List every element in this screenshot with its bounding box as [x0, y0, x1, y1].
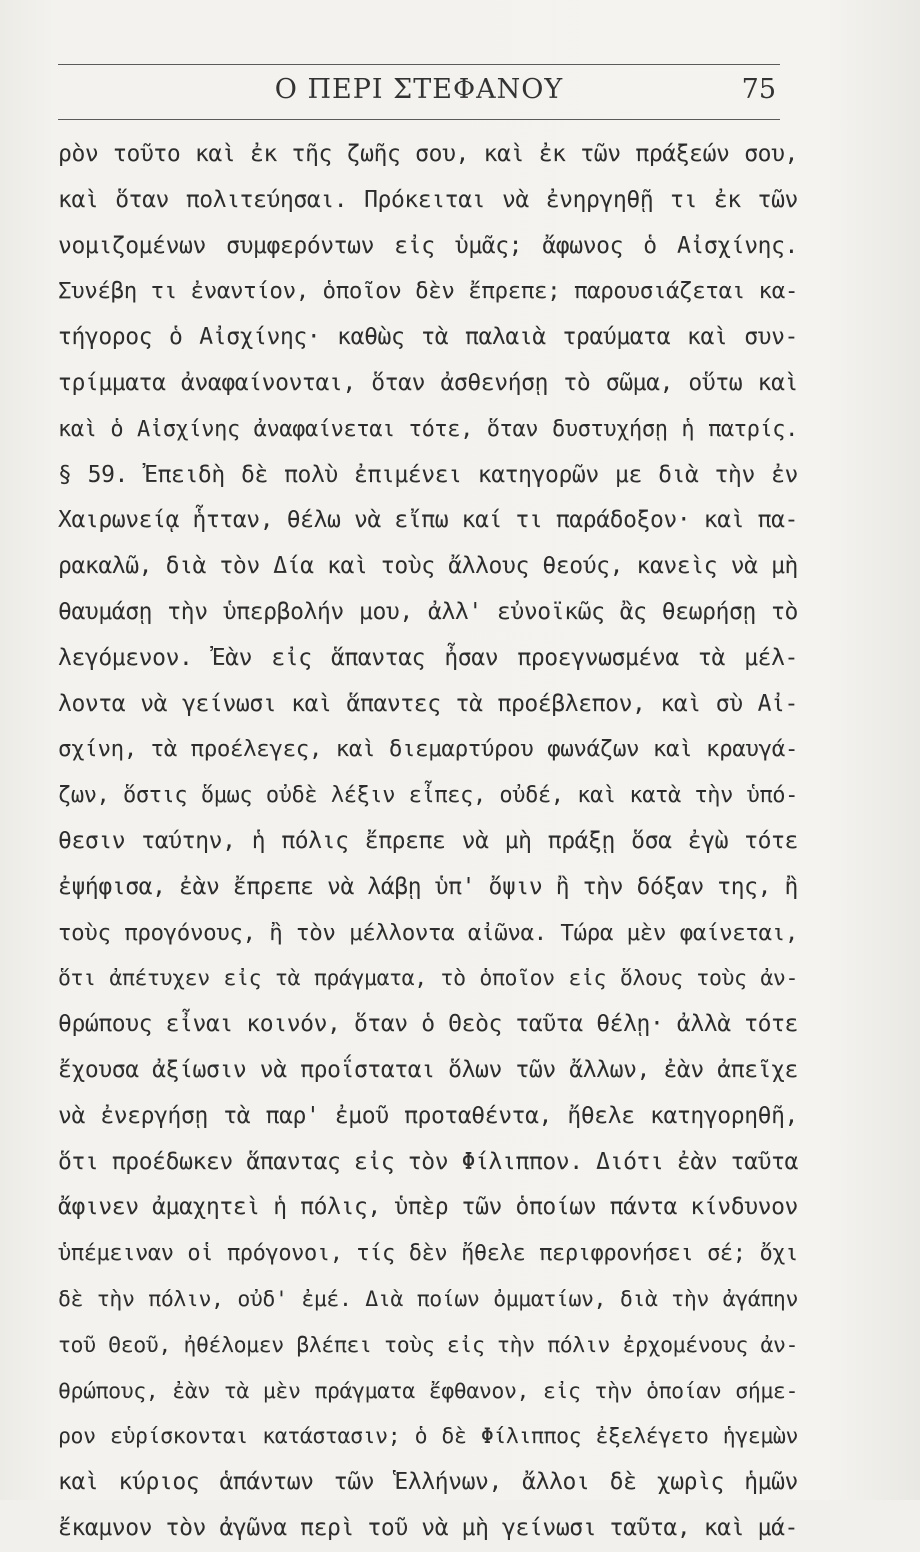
page-number: 75	[741, 74, 776, 105]
text-line: Χαιρωνείᾳ ἧτταν, θέλω νὰ εἴπω καί τι παράδοξον· καὶ πα-	[58, 507, 798, 534]
text-line: ὑπέμειναν οἱ πρόγονοι, τίς δὲν ἤθελε περιφρονήσει σέ; ὄχι	[58, 1241, 798, 1267]
text-line: λοντα νὰ γείνωσι καὶ ἅπαντες τὰ προέβλεπον, καὶ σὺ Αἰ-	[58, 690, 798, 717]
text-line: ρακαλῶ, διὰ τὸν Δία καὶ τοὺς ἄλλους θεούς, κανεὶς νὰ μὴ	[58, 553, 798, 580]
text-line: θρώπους εἶναι κοινόν, ὅταν ὁ Θεὸς ταῦτα θέλῃ· ἀλλὰ τότε	[58, 1011, 798, 1038]
text-line: τήγορος ὁ Αἰσχίνης· καθὼς τὰ παλαιὰ τραύματα καὶ συν-	[58, 324, 798, 351]
text-line: ἄφινεν ἀμαχητεὶ ἡ πόλις, ὑπὲρ τῶν ὁποίων πάντα κίνδυνον	[58, 1194, 798, 1221]
text-line: § 59. Ἐπειδὴ δὲ πολὺ ἐπιμένει κατηγορῶν με διὰ τὴν ἐν	[58, 461, 798, 488]
text-line: νὰ ἐνεργήσῃ τὰ παρ' ἐμοῦ προταθέντα, ἤθελε κατηγορηθῆ,	[58, 1102, 798, 1129]
header-rule-bottom	[58, 119, 780, 120]
text-line: ὅτι προέδωκεν ἅπαντας εἰς τὸν Φίλιππον. Διότι ἐὰν ταῦτα	[58, 1148, 798, 1175]
text-line: ρὸν τοῦτο καὶ ἐκ τῆς ζωῆς σου, καὶ ἐκ τῶν πράξεών σου,	[58, 141, 798, 167]
text-line: τοὺς προγόνους, ἢ τὸν μέλλοντα αἰῶνα. Τώρα μὲν φαίνεται,	[58, 919, 798, 946]
text-line: ὅτι ἀπέτυχεν εἰς τὰ πράγματα, τὸ ὁποῖον εἰς ὅλους τοὺς ἀν-	[58, 966, 798, 992]
text-line: τοῦ Θεοῦ, ἠθέλομεν βλέπει τοὺς εἰς τὴν πόλιν ἐρχομένους ἀν-	[58, 1332, 798, 1358]
text-line: ἐψήφισα, ἐὰν ἔπρεπε νὰ λάβῃ ὑπ' ὄψιν ἢ τὴν δόξαν της, ἢ	[58, 873, 798, 900]
text-line: σχίνη, τὰ προέλεγες, καὶ διεμαρτύρου φωνάζων καὶ κραυγά-	[58, 736, 798, 763]
text-line: νομιζομένων συμφερόντων εἰς ὑμᾶς; ἄφωνος ὁ Αἰσχίνης.	[58, 232, 798, 259]
text-line: ἔχουσα ἀξίωσιν νὰ προΐσταται ὅλων τῶν ἄλλων, ἐὰν ἀπεῖχε	[58, 1056, 798, 1083]
text-line: τρίμματα ἀναφαίνονται, ὅταν ἀσθενήσῃ τὸ σῶμα, οὕτω καὶ	[58, 369, 798, 396]
text-line: θαυμάσῃ τὴν ὑπερβολήν μου, ἀλλ' εὐνοϊκῶς ἂς θεωρήσῃ τὸ	[58, 598, 798, 625]
text-line: Συνέβη τι ἐναντίον, ὁποῖον δὲν ἔπρεπε; παρουσιάζεται κα-	[58, 278, 798, 305]
text-line: ἔκαμνον τὸν ἀγῶνα περὶ τοῦ νὰ μὴ γείνωσι ταῦτα, καὶ μά-	[58, 1514, 798, 1541]
header-rule-top	[58, 64, 780, 65]
text-line: καὶ ὅταν πολιτεύησαι. Πρόκειται νὰ ἐνηργηθῇ τι ἐκ τῶν	[58, 186, 798, 213]
running-header	[58, 64, 780, 120]
text-line: θρώπους, ἐὰν τὰ μὲν πράγματα ἔφθανον, εἰς τὴν ὁποίαν σήμε-	[58, 1378, 798, 1404]
text-line: λεγόμενον. Ἐὰν εἰς ἅπαντας ἦσαν προεγνωσμένα τὰ μέλ-	[58, 644, 798, 671]
text-line: θεσιν ταύτην, ἡ πόλις ἔπρεπε νὰ μὴ πράξῃ ὅσα ἐγὼ τότε	[58, 827, 798, 854]
body-text	[58, 132, 798, 1552]
text-line: δὲ τὴν πόλιν, οὐδ' ἐμέ. Διὰ ποίων ὀμματίων, διὰ τὴν ἀγάπην	[58, 1286, 798, 1312]
text-line: καὶ ὁ Αἰσχίνης ἀναφαίνεται τότε, ὅταν δυστυχήσῃ ἡ πατρίς.	[58, 416, 798, 442]
text-line: καὶ κύριος ἁπάντων τῶν Ἑλλήνων, ἄλλοι δὲ χωρὶς ἡμῶν	[58, 1469, 798, 1496]
text-line: ρον εὑρίσκονται κατάστασιν; ὁ δὲ Φίλιππος ἐξελέγετο ἡγεμὼν	[58, 1424, 798, 1450]
text-line: ζων, ὅστις ὅμως οὐδὲ λέξιν εἶπες, οὐδέ, καὶ κατὰ τὴν ὑπό-	[58, 783, 798, 809]
running-title: Ο ΠΕΡΙ ΣΤΕΦΑΝΟΥ	[274, 74, 564, 105]
